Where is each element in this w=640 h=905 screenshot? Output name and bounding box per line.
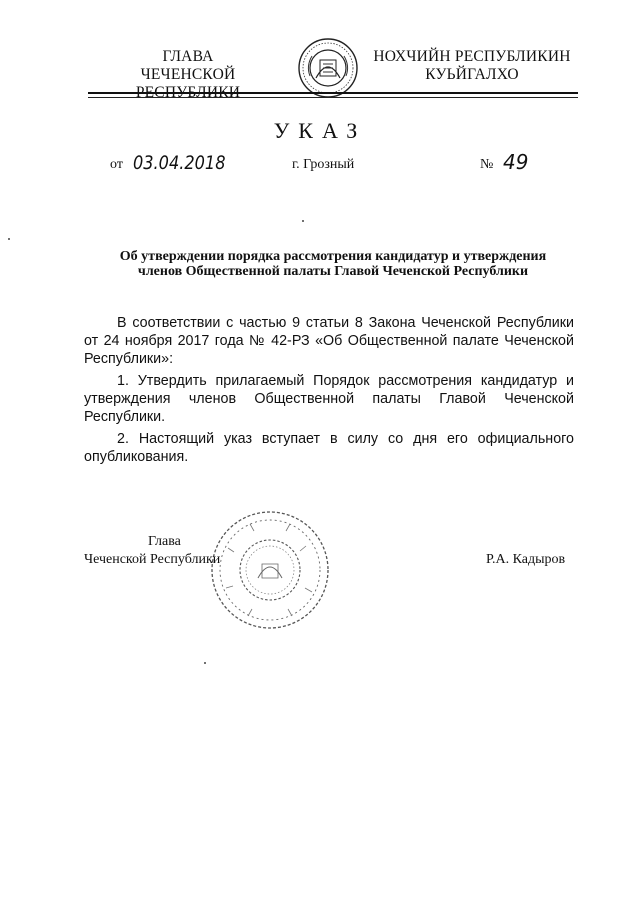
body-paragraph-preamble: В соответствии с частью 9 статьи 8 Закона Чеченской Республики от 24 ноября 2017 года № 42-РЗ «Об Общественной палате Чеченской Республики»:	[84, 315, 574, 367]
coat-of-arms-icon	[296, 36, 360, 100]
document-title: УКАЗ	[273, 118, 367, 143]
body-paragraph-item-1: 1. Утвердить прилагаемый Порядок рассмотрения кандидатур и утверждения членов Общественной палаты Главой Чеченской Республики.	[84, 373, 574, 425]
header-divider-thin	[88, 97, 578, 98]
signatory-name: Р.А. Кадыров	[486, 552, 566, 567]
header-right-line2: КУЬЙГАЛХО	[425, 66, 519, 83]
body-paragraph-item-2: 2. Настоящий указ вступает в силу со дня его официального опубликования.	[84, 431, 574, 465]
document-subject	[98, 249, 568, 279]
date-prefix: от	[110, 157, 123, 172]
official-seal-icon	[208, 508, 332, 632]
document-date: 03.04.2018	[133, 152, 226, 174]
signatory-title-line1: Глава	[148, 534, 181, 549]
number-prefix: №	[480, 157, 494, 172]
header-left-line2: ЧЕЧЕНСКОЙ РЕСПУБЛИКИ	[135, 66, 241, 101]
scan-speck	[8, 238, 10, 240]
header-divider-thick	[88, 92, 578, 94]
subject-line2: членов Общественной палаты Главой Чеченской Республики	[137, 264, 529, 279]
document-city: г. Грозный	[292, 157, 355, 172]
scan-speck	[204, 662, 206, 664]
scan-speck	[302, 220, 304, 222]
document-number: 49	[503, 150, 529, 174]
signatory-title-line2: Чеченской Республики	[84, 552, 221, 567]
header-right-block	[372, 48, 572, 84]
subject-line1: Об утверждении порядка рассмотрения кандидатур и утверждения	[119, 249, 547, 264]
header-right-line1: НОХЧИЙН РЕСПУБЛИКИН	[373, 48, 571, 65]
header-left-line1: ГЛАВА	[162, 48, 214, 65]
